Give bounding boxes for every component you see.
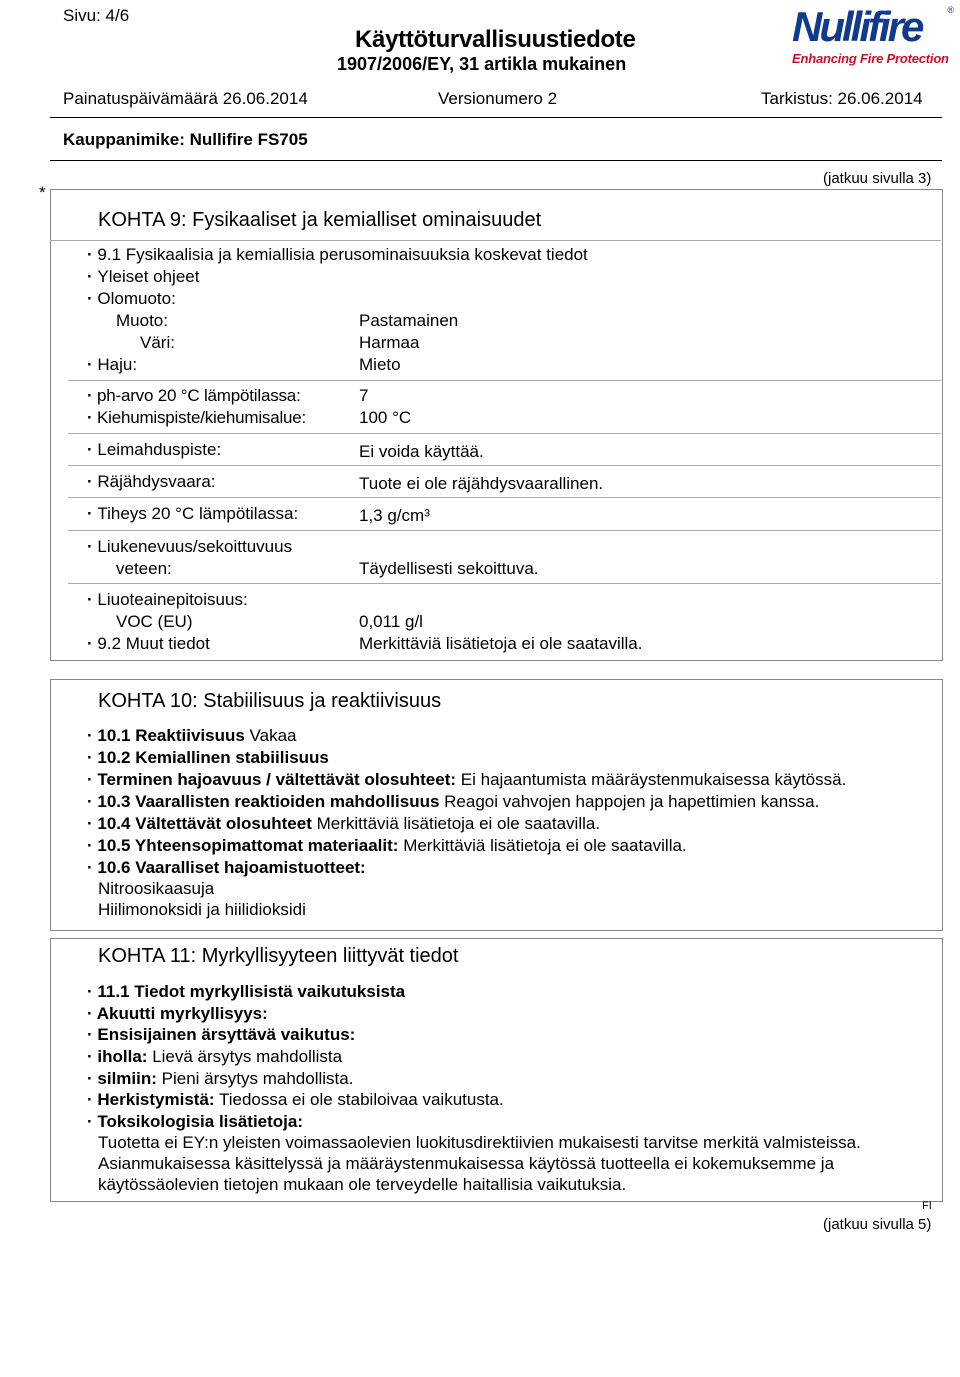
revision-marker: * <box>39 183 46 202</box>
ph-value: 7 <box>359 386 369 405</box>
document-title: Käyttöturvallisuustiedote <box>355 26 636 53</box>
trade-name-divider <box>50 160 942 161</box>
toxic-effects-row: · 11.1 Tiedot myrkyllisistä vaikutuksista <box>87 982 406 1001</box>
color-value: Harmaa <box>359 333 420 352</box>
odor-value: Mieto <box>359 355 401 374</box>
incompatible-materials-value: Merkittäviä lisätietoja ei ole saatavilla. <box>403 836 687 855</box>
thermal-decomposition-value: Ei hajaantumista määräystenmukaisessa käytössä. <box>460 770 847 789</box>
explosion-label-text: Räjähdysvaara: <box>97 472 216 491</box>
reactivity-row: · 10.1 Reaktiivisuus Vakaa <box>87 726 297 745</box>
logo-registered-mark: ® <box>947 5 954 15</box>
hazardous-reactions-row: · 10.3 Vaarallisten reaktioiden mahdollisuus Reagoi vahvojen happojen ja hapettimien kanssa. <box>87 792 820 811</box>
sensitisation-row: · Herkistymistä: Tiedossa ei ole stabiloivaa vaikutusta. <box>87 1090 504 1109</box>
incompatible-materials-row: · 10.5 Yhteensopimattomat materiaalit: Merkittäviä lisätietoja ei ole saatavilla. <box>87 836 687 855</box>
page-number: Sivu: 4/6 <box>63 6 130 25</box>
other-info-label: · 9.2 Muut tiedot <box>87 634 210 653</box>
color-label: Väri: <box>140 333 175 352</box>
skin-label: iholla: <box>97 1047 148 1066</box>
row-divider <box>68 497 941 498</box>
language-code: FI <box>922 1200 932 1212</box>
voc-value: 0,011 g/l <box>359 612 423 631</box>
form-value: Pastamainen <box>359 311 459 330</box>
header-divider <box>50 117 942 118</box>
tox-info-line: käytössäolevien tietojen mukaan ole terveydelle haitallisia vaikutuksia. <box>98 1175 627 1194</box>
section-9-heading-divider <box>50 240 941 241</box>
hazardous-reactions-label: 10.3 Vaarallisten reaktioiden mahdollisuus <box>97 792 440 811</box>
solubility-label: · Liukenevuus/sekoittuvuus <box>87 537 293 556</box>
tox-info-line: Asianmukaisessa käsittelyssä ja määräystenmukaisessa käytössä tuotteella ei kokemuksemme ja <box>98 1154 835 1173</box>
stability-label: 10.2 Kemiallinen stabiilisuus <box>97 748 329 767</box>
acute-toxicity-label: Akuutti myrkyllisyys: <box>96 1004 268 1023</box>
density-label: · Tiheys 20 °C lämpötilassa: <box>87 504 299 523</box>
flash-value: Ei voida käyttää. <box>359 442 484 461</box>
ph-label: · ph-arvo 20 °C lämpötilassa: <box>87 386 301 405</box>
boil-label: · Kiehumispiste/kiehumisalue: <box>87 408 307 427</box>
row-divider <box>68 583 941 584</box>
logo-tagline: Enhancing Fire Protection <box>792 51 949 66</box>
flash-label: · Leimahduspiste: <box>87 440 222 459</box>
tox-info-row: · Toksikologisia lisätietoja: <box>87 1112 304 1131</box>
solubility-value: Täydellisesti sekoittuva. <box>359 559 539 578</box>
incompatible-materials-label: 10.5 Yhteensopimattomat materiaalit: <box>97 836 399 855</box>
row-divider <box>68 530 941 531</box>
boil-label-text: Kiehumispiste/kiehumisalue: <box>96 408 307 427</box>
decomposition-products-row: · 10.6 Vaaralliset hajoamistuotteet: <box>87 858 366 877</box>
hazardous-reactions-value: Reagoi vahvojen happojen ja hapettimien kanssa. <box>444 792 820 811</box>
toxic-effects-label: 11.1 Tiedot myrkyllisistä vaikutuksista <box>97 982 406 1001</box>
stability-row: · 10.2 Kemiallinen stabiilisuus <box>87 748 329 767</box>
irritant-effect-row: · Ensisijainen ärsyttävä vaikutus: <box>87 1025 356 1044</box>
density-value: 1,3 g/cm³ <box>359 506 430 525</box>
flash-label-text: Leimahduspiste: <box>97 440 222 459</box>
eye-row: · silmiin: Pieni ärsytys mahdollista. <box>87 1069 354 1088</box>
solvent-label-text: Liuoteainepitoisuus: <box>97 590 248 609</box>
decomposition-products-label: 10.6 Vaaralliset hajoamistuotteet: <box>97 858 366 877</box>
trade-name: Kauppanimike: Nullifire FS705 <box>63 130 308 149</box>
sensitisation-label: Herkistymistä: <box>97 1090 215 1109</box>
section-10-heading: KOHTA 10: Stabiilisuus ja reaktiivisuus <box>98 690 442 712</box>
continued-to: (jatkuu sivulla 5) <box>823 1216 932 1233</box>
thermal-decomposition-row: · Terminen hajoavuus / vältettävät olosuhteet: Ei hajaantumista määräystenmukaisessa käytössä. <box>87 770 847 789</box>
general-info: · Yleiset ohjeet <box>87 267 200 286</box>
reactivity-value: Vakaa <box>249 726 297 745</box>
ph-label-text: ph-arvo 20 °C lämpötilassa: <box>96 386 301 405</box>
row-divider <box>68 380 941 381</box>
irritant-effect-label: Ensisijainen ärsyttävä vaikutus: <box>97 1025 356 1044</box>
version-number: Versionumero 2 <box>438 89 558 108</box>
section-9-heading: KOHTA 9: Fysikaaliset ja kemialliset ominaisuudet <box>98 209 542 231</box>
decomposition-product: Nitroosikaasuja <box>98 879 215 898</box>
acute-toxicity-row: · Akuutti myrkyllisyys: <box>87 1004 268 1023</box>
eye-value: Pieni ärsytys mahdollista. <box>161 1069 354 1088</box>
logo-wordmark: Nullifire <box>792 3 922 50</box>
conditions-avoid-row: · 10.4 Vältettävät olosuhteet Merkittäviä lisätietoja ei ole saatavilla. <box>87 814 601 833</box>
print-date: Painatuspäivämäärä 26.06.2014 <box>63 89 308 108</box>
boil-value: 100 °C <box>359 408 412 427</box>
skin-row: · iholla: Lievä ärsytys mahdollista <box>87 1047 343 1066</box>
form-title: · Olomuoto: <box>87 289 176 308</box>
section-11-heading: KOHTA 11: Myrkyllisyyteen liittyvät tiedot <box>98 945 459 967</box>
other-info-label-text: 9.2 Muut tiedot <box>97 634 210 653</box>
row-divider <box>68 465 941 466</box>
explosion-value: Tuote ei ole räjähdysvaarallinen. <box>359 474 604 493</box>
tox-info-label: Toksikologisia lisätietoja: <box>97 1112 304 1131</box>
solubility-label-2: veteen: <box>116 559 172 578</box>
sub-9-1-text: 9.1 Fysikaalisia ja kemiallisia perusominaisuuksia koskevat tiedot <box>97 245 588 264</box>
document-subtitle: 1907/2006/EY, 31 artikla mukainen <box>337 54 627 74</box>
solvent-label: · Liuoteainepitoisuus: <box>87 590 248 609</box>
decomposition-product: Hiilimonoksidi ja hiilidioksidi <box>98 900 306 919</box>
form-label: Muoto: <box>116 311 168 330</box>
form-title-text: Olomuoto: <box>97 289 176 308</box>
odor-label: · Haju: <box>87 355 138 374</box>
conditions-avoid-label: 10.4 Vältettävät olosuhteet <box>97 814 312 833</box>
skin-value: Lievä ärsytys mahdollista <box>152 1047 343 1066</box>
row-divider <box>68 433 941 434</box>
other-info-value: Merkittäviä lisätietoja ei ole saatavilla. <box>359 634 643 653</box>
conditions-avoid-value: Merkittäviä lisätietoja ei ole saatavilla. <box>316 814 601 833</box>
voc-label: VOC (EU) <box>116 612 193 631</box>
general-info-text: Yleiset ohjeet <box>97 267 200 286</box>
tox-info-line: Tuotetta ei EY:n yleisten voimassaolevien luokitusdirektiivien mukaisesti tarvitse merkitä valmisteissa. <box>98 1133 861 1152</box>
odor-label-text: Haju: <box>97 355 138 374</box>
explosion-label: · Räjähdysvaara: <box>87 472 216 491</box>
sub-9-1: · 9.1 Fysikaalisia ja kemiallisia perusominaisuuksia koskevat tiedot <box>87 245 588 264</box>
eye-label: silmiin: <box>97 1069 157 1088</box>
density-label-text: Tiheys 20 °C lämpötilassa: <box>97 504 299 523</box>
sensitisation-value: Tiedossa ei ole stabiloivaa vaikutusta. <box>218 1090 504 1109</box>
thermal-decomposition-label: Terminen hajoavuus / vältettävät olosuhteet: <box>97 770 457 789</box>
review-date: Tarkistus: 26.06.2014 <box>761 89 923 108</box>
reactivity-label: 10.1 Reaktiivisuus <box>97 726 245 745</box>
nullifire-logo <box>792 5 954 67</box>
solubility-label-text: Liukenevuus/sekoittuvuus <box>97 537 293 556</box>
continued-from: (jatkuu sivulla 3) <box>823 170 932 187</box>
